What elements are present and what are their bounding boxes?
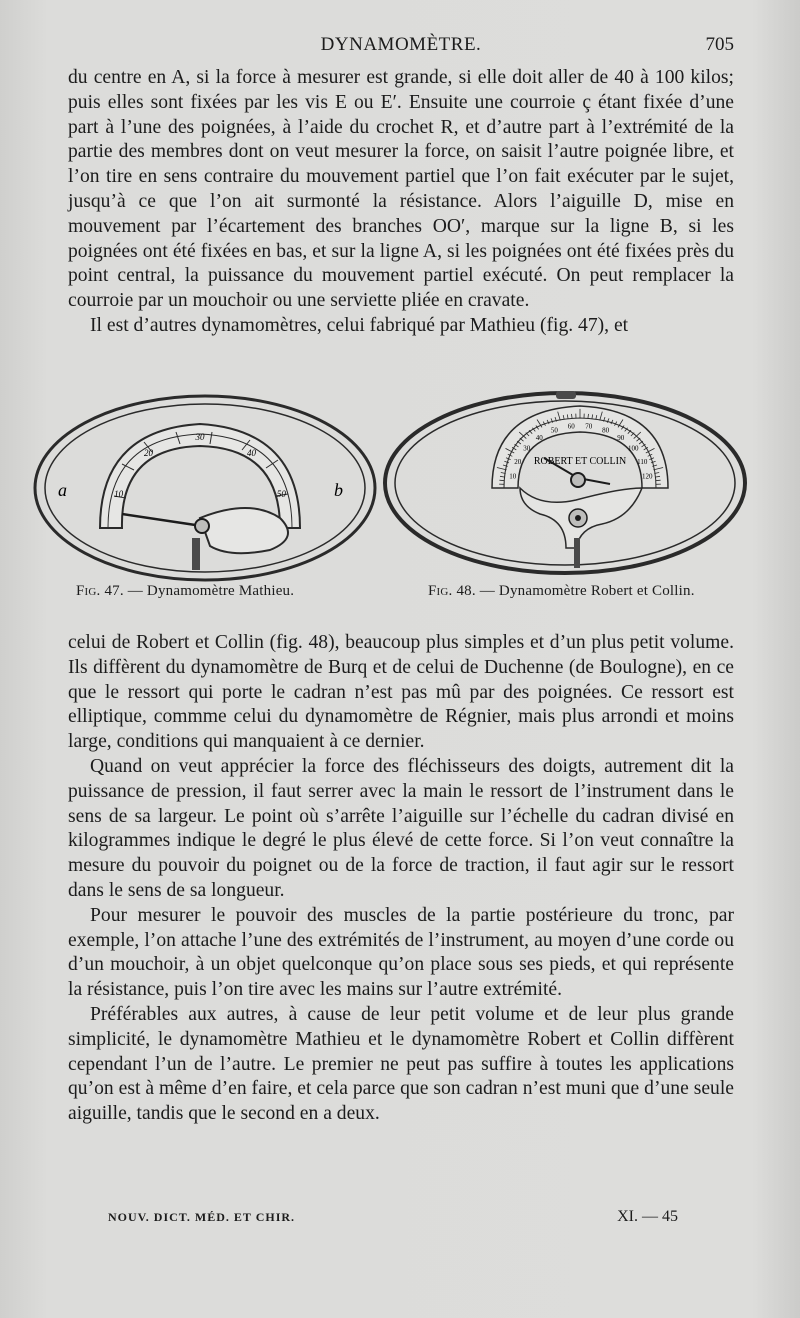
fig47-letter-a: a: [58, 480, 67, 500]
figure-48-caption: [428, 583, 695, 600]
caption-label: Fig. 47.: [76, 583, 124, 599]
fig48-dial-mark: 20: [514, 457, 522, 466]
paragraph: Préférables aux autres, à cause de leur petit volume et de leur plus grande simplicité, le dynamomètre Mathieu et le dynamomètre Robert et Collin diffèrent cependant l’un de l’autre. Le premier ne peut pas suffire à toutes les applications qu’on est à même d’en faire, et cela parce que son cadran n’est muni que d’une seule aiguille, tandis que le second en a deux.: [68, 1003, 734, 1125]
page-header: [68, 32, 734, 58]
text-block-top: [68, 66, 734, 339]
fig48-dial-mark: 80: [602, 426, 610, 435]
fig48-dial-mark: 30: [523, 444, 531, 453]
paragraph: celui de Robert et Collin (fig. 48), beaucoup plus simples et d’un plus petit volume. Ils diffèrent du dynamomètre de Burq et de celui de Duchenne (de Boulogne), en ce que le ressort qui porte le cadran n’est pas mû par des poignées. Ce ressort est elliptique, commme celui du dynamomètre de Régnier, mais plus arrondi et moins large, conditions qui manquaient à ce dernier.: [68, 632, 734, 753]
fig47-dial-mark: 40: [247, 447, 256, 458]
fig47-letter-b: b: [334, 480, 343, 500]
figure-48-robert-collin-dynamometer: [380, 388, 750, 588]
caption-text: — Dynamomètre Mathieu.: [123, 583, 295, 599]
figure-47-caption: [76, 583, 294, 600]
text-block-bottom: [68, 631, 734, 1127]
fig48-dial-mark: 100: [628, 444, 639, 453]
paragraph: Pour mesurer le pouvoir des muscles de la partie postérieure du tronc, par exemple, l’on attache l’une des extrémités de l’instrument, au moyen d’une corde ou d’un mouchoir, à un objet quelconque qu’on place sous ses pieds, et qui représente la résistance, puis l’on tire avec les mains sur l’autre extrémité.: [68, 904, 734, 1001]
fig47-dial-mark: 30: [195, 432, 205, 442]
fig47-dial-mark: 10: [114, 489, 124, 500]
page-footer: [108, 1210, 678, 1230]
fig48-dial-mark: 50: [550, 426, 558, 435]
fig48-dial-mark: 110: [637, 457, 648, 466]
fig47-dial-mark: 50: [276, 489, 286, 500]
fig48-dial-tick: [499, 480, 504, 481]
paragraph: Il est d’autres dynamomètres, celui fabriqué par Mathieu (fig. 47), et: [90, 314, 629, 336]
paragraph: Quand on veut apprécier la force des fléchisseurs des doigts, autrement dit la puissance de pression, il faut serrer avec la main le ressort de l’instrument dans le sens de sa largeur. Le point où s’arrête l’aiguille sur l’échelle du cadran divisé en kilogrammes indique le degré le plus élevé de cette force. Si l’on veut connaître la mesure du pouvoir du poignet ou de la force de traction, il faut agir sur le ressort dans le sens de sa longueur.: [68, 755, 734, 901]
fig48-dial-mark: 60: [567, 422, 575, 431]
page-number: 705: [705, 34, 734, 55]
signature-mark: NOUV. DICT. MÉD. ET CHIR.: [108, 1210, 296, 1224]
caption-label: Fig. 48.: [428, 583, 476, 599]
running-title: DYNAMOMÈTRE.: [320, 34, 482, 55]
fig48-dial-mark: 10: [509, 472, 517, 481]
fig48-dial-label: ROBERT ET COLLIN: [533, 456, 627, 467]
paragraph: du centre en A, si la force à mesurer est grande, si elle doit aller de 40 à 100 kilos; puis elles sont fixées par les vis E ou E′. Ensuite une courroie ç étant fixée d’une part à l’une des poignées, à l’aide du crochet R, et d’autre part à l’extrémité de la partie des membres dont on veut mesurer la force, on saisit l’autre poignée libre, et l’on tire en sens contraire du mouvement partiel que l’on fait exécuter par le sujet, jusqu’à ce que l’on ait surmonté la résistance. Alors l’aiguille D, mise en mouvement par l’écartement des branches OO′, marque sur la ligne B, si les poignées ont été fixées en bas, et sur la ligne A, si les poignées ont été fixées près du point central, la puissance du mouvement partiel exécuté. On peut remplacer la courroie par un mouchoir ou une serviette pliée en cravate.: [68, 67, 734, 312]
fig48-dial-tick: [656, 480, 661, 481]
fig48-dial-mark: 120: [641, 472, 653, 481]
fig48-dial-mark: 70: [585, 422, 593, 431]
volume-sheet-number: XI. — 45: [617, 1208, 678, 1225]
figure-47-mathieu-dynamometer: [30, 388, 380, 588]
figures-row: [30, 388, 740, 598]
fig47-dial-mark: 20: [144, 447, 153, 458]
fig48-dial-mark: 90: [617, 434, 625, 442]
caption-text: — Dynamomètre Robert et Collin.: [475, 583, 695, 599]
fig48-dial-mark: 40: [535, 434, 543, 442]
